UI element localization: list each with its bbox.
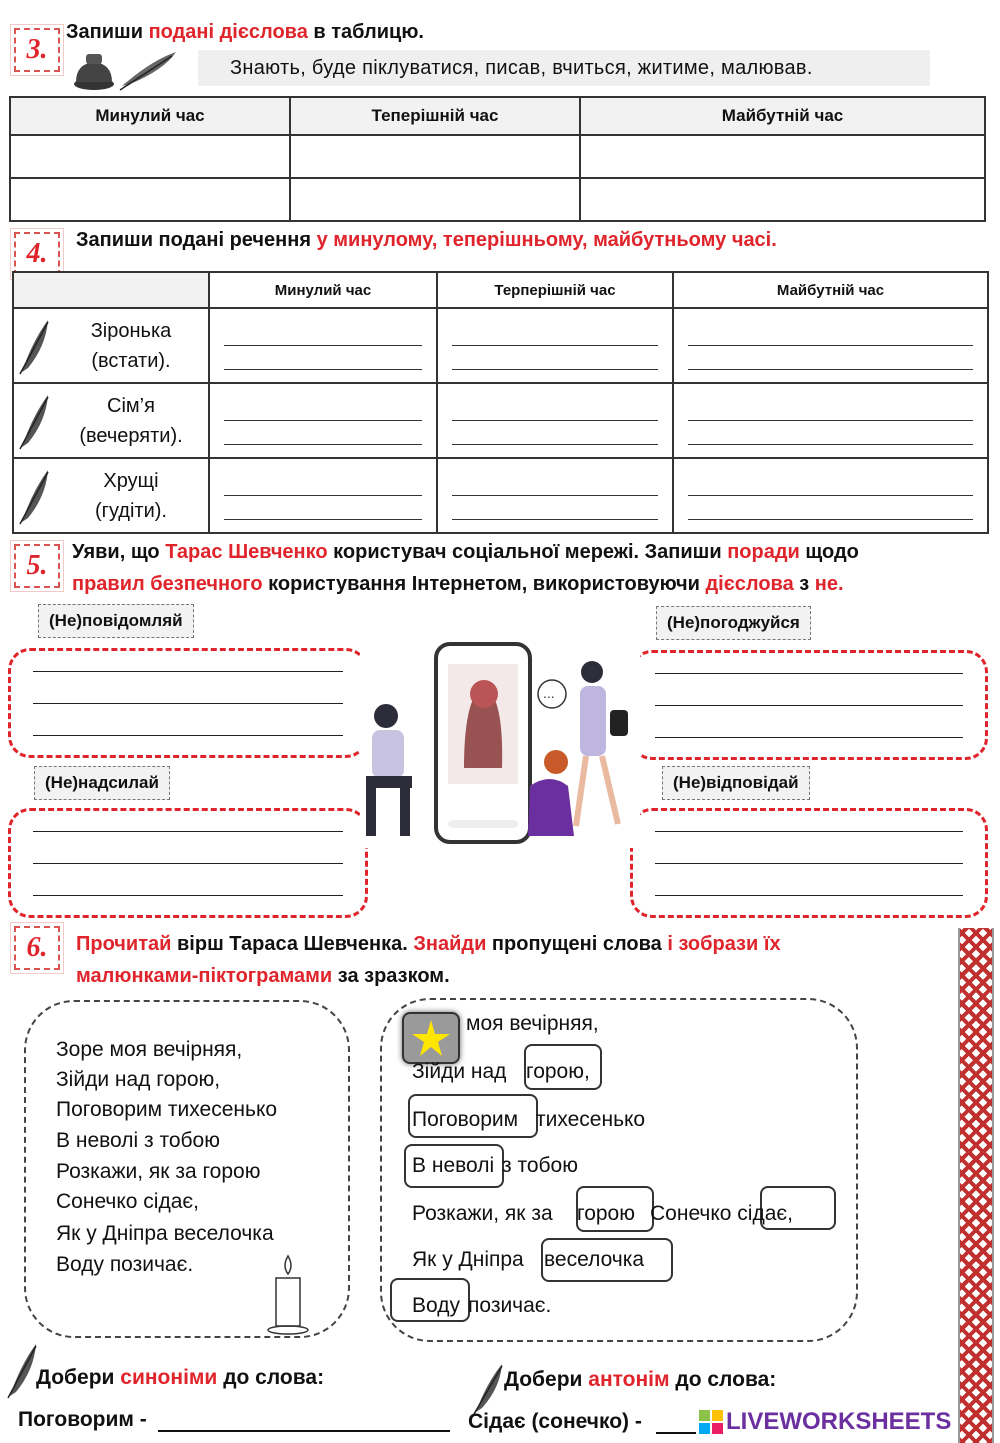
bottom-text: до слова: <box>217 1366 325 1389</box>
poem-line: позичає. <box>468 1294 552 1317</box>
task3-header-past: Минулий час <box>10 97 290 135</box>
task4-header-blank <box>13 272 209 308</box>
poem-line: Зійди над <box>412 1060 507 1083</box>
poem-line: моя вечірняя, <box>466 1012 599 1035</box>
bottom-text: Добери <box>504 1368 589 1391</box>
task6-text: за зразком. <box>332 965 450 987</box>
star-icon <box>404 1014 458 1062</box>
tag-ne-povidomlyai: (Не)повідомляй <box>38 604 194 638</box>
task-number-3: 3. <box>14 28 60 72</box>
sentence-verb: (вечеряти). <box>79 424 183 447</box>
sentence-subject: Зіронька <box>90 319 172 342</box>
task5-text: щодо <box>799 541 859 563</box>
task3-cell-input[interactable] <box>10 178 290 221</box>
task4-header-present: Терперішній час <box>437 272 673 308</box>
bottom-red: антонім <box>588 1368 670 1391</box>
embroidery-ornament <box>958 928 994 1443</box>
antonym-answer-line[interactable] <box>656 1432 696 1434</box>
task3-title-red: подані дієслова <box>148 21 308 43</box>
poem-line: Зоре моя вечірняя, <box>56 1038 243 1061</box>
task-number-5: 5. <box>14 544 60 588</box>
task4-answer-cell[interactable] <box>673 308 988 383</box>
poem-line: Зійди над горою, <box>56 1068 221 1091</box>
task5-text: користування Інтернетом, використовуючи <box>262 573 706 595</box>
task3-title <box>66 16 424 48</box>
advice-box-4[interactable] <box>630 808 988 918</box>
task5-red: дієслова <box>705 573 794 595</box>
task4-answer-cell[interactable] <box>209 308 437 383</box>
quill-icon <box>4 1340 40 1400</box>
svg-text:...: ... <box>543 685 555 701</box>
task-number-6: 6. <box>14 926 60 970</box>
task4-answer-cell[interactable] <box>437 383 673 458</box>
task4-answer-cell[interactable] <box>673 458 988 533</box>
missing-word: Поговорим <box>412 1108 519 1131</box>
advice-box-1[interactable] <box>8 648 368 758</box>
poem-line: Розкажи, як за горою <box>56 1160 261 1183</box>
sentence-verb: (гудіти). <box>95 499 167 522</box>
tag-ne-vidpovidai: (Не)відповідай <box>662 766 810 800</box>
poem-line: з тобою <box>502 1154 578 1177</box>
task3-table <box>9 96 986 222</box>
task4-header-past: Минулий час <box>209 272 437 308</box>
antonym-word: Сідає (сонечко) - <box>468 1410 642 1433</box>
task-number-4: 4. <box>14 232 60 276</box>
advice-box-2[interactable] <box>630 650 988 760</box>
poem-line: Як у Дніпра <box>412 1248 524 1271</box>
task3-header-present: Теперішній час <box>290 97 580 135</box>
task4-table <box>12 271 989 534</box>
task4-title <box>76 224 777 256</box>
task6-red: і зобрази їх <box>667 933 781 955</box>
task3-title-pre: Запиши <box>66 21 149 43</box>
antonym-title <box>504 1368 776 1392</box>
task5-red: правил безпечного <box>72 573 263 595</box>
task6-text: вірш Тараса Шевченка. <box>171 933 414 955</box>
task4-header-future: Майбутній час <box>673 272 988 308</box>
poem-original-box <box>24 1000 350 1338</box>
task5-red: Тарас Шевченко <box>165 541 328 563</box>
poem-line: Сонечко сідає, <box>650 1202 793 1225</box>
poem-line: Поговорим тихесенько <box>56 1098 278 1121</box>
quill-icon <box>470 1360 506 1416</box>
task4-answer-cell[interactable] <box>209 383 437 458</box>
task3-header-future: Майбутній час <box>580 97 985 135</box>
liveworksheets-logo-text: LIVEWORKSHEETS <box>726 1408 952 1435</box>
missing-word: горою, <box>526 1060 590 1083</box>
task5-red: поради <box>727 541 800 563</box>
task5-text: з <box>793 573 815 595</box>
star-pictogram[interactable] <box>402 1012 460 1064</box>
tag-ne-nadsylai: (Не)надсилай <box>34 766 170 800</box>
sentence-verb: (встати). <box>91 349 171 372</box>
task3-word-bank: Знають, буде піклуватися, писав, вчиться, житиме, малював. <box>198 50 930 86</box>
quill-icon <box>14 391 54 451</box>
task5-red: не. <box>814 573 844 595</box>
advice-box-3[interactable] <box>8 808 368 918</box>
tag-ne-pogodzhuisia: (Не)погоджуйся <box>656 606 811 640</box>
task4-answer-cell[interactable] <box>437 308 673 383</box>
quill-icon <box>14 466 54 526</box>
poem-line: Розкажи, як за <box>412 1202 553 1225</box>
task4-answer-cell[interactable] <box>673 383 988 458</box>
missing-word: В неволі <box>412 1154 495 1177</box>
task4-title-pre: Запиши подані речення <box>76 229 317 251</box>
task6-red: Прочитай <box>76 933 172 955</box>
poem-line: В неволі з тобою <box>56 1129 220 1152</box>
task4-sentence-cell <box>13 308 209 383</box>
synonym-answer-line[interactable] <box>158 1430 450 1432</box>
task6-red: Знайди <box>413 933 487 955</box>
task4-answer-cell[interactable] <box>437 458 673 533</box>
task3-cell-input[interactable] <box>580 178 985 221</box>
sentence-subject: Сім’я <box>107 394 155 417</box>
poem-line: Воду позичає. <box>56 1253 194 1276</box>
task3-title-post: в таблицю. <box>307 21 424 43</box>
bottom-text: Добери <box>36 1366 121 1389</box>
task3-cell-input[interactable] <box>10 135 290 178</box>
task5-text: користувач соціальної мережі. Запиши <box>327 541 728 563</box>
task3-cell-input[interactable] <box>290 178 580 221</box>
task6-red: малюнками-піктограмами <box>76 965 333 987</box>
task6-line1 <box>76 928 781 960</box>
task4-sentence-cell <box>13 458 209 533</box>
sentence-subject: Хрущі <box>103 469 159 492</box>
task5-text: Уяви, що <box>72 541 166 563</box>
social-network-illustration <box>360 636 640 848</box>
task6-text: пропущені слова <box>486 933 668 955</box>
task5-line2 <box>72 568 844 600</box>
inkwell-quill-icon <box>72 50 182 92</box>
task4-sentence-cell <box>13 383 209 458</box>
task5-line1 <box>72 536 859 568</box>
candle-icon <box>266 1252 310 1336</box>
missing-word: веселочка <box>544 1248 645 1271</box>
poem-line: Сонечко сідає, <box>56 1190 199 1213</box>
liveworksheets-logo-icon <box>698 1409 724 1435</box>
bottom-text: до слова: <box>669 1368 777 1391</box>
quill-icon <box>14 316 54 376</box>
poem-line: Як у Дніпра веселочка <box>56 1222 274 1245</box>
synonym-word: Поговорим - <box>18 1408 147 1431</box>
task3-cell-input[interactable] <box>580 135 985 178</box>
missing-word: Воду <box>412 1294 460 1317</box>
bottom-red: синоніми <box>120 1366 218 1389</box>
synonym-title <box>36 1366 324 1390</box>
task4-title-red: у минулому, теперішньому, майбутньому часі. <box>316 229 777 251</box>
task3-cell-input[interactable] <box>290 135 580 178</box>
task4-answer-cell[interactable] <box>209 458 437 533</box>
poem-line: тихесенько <box>536 1108 646 1131</box>
missing-word: горою <box>577 1202 635 1225</box>
liveworksheets-logo <box>698 1408 951 1436</box>
task6-line2 <box>76 960 450 992</box>
